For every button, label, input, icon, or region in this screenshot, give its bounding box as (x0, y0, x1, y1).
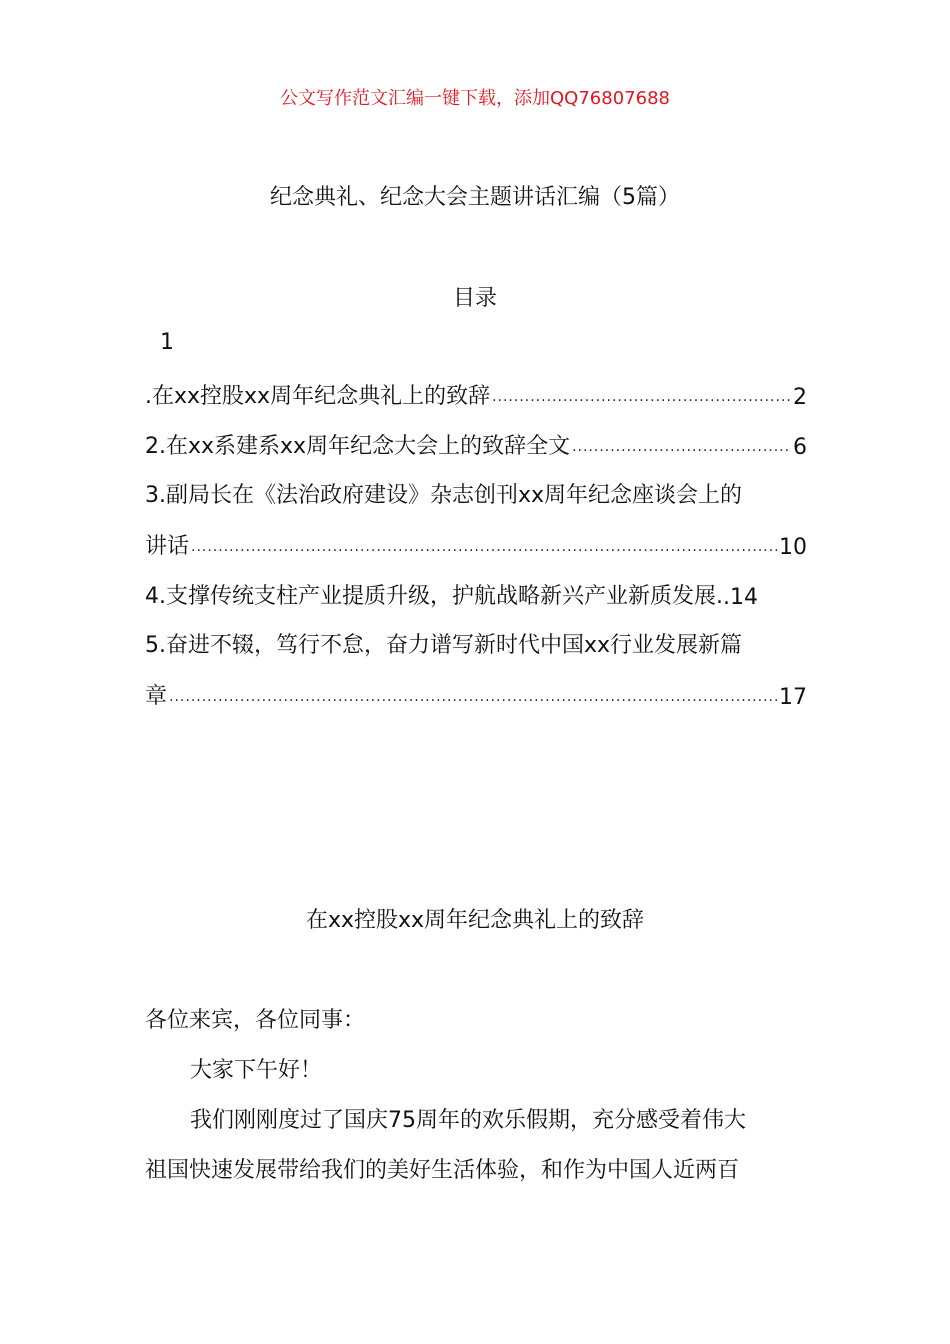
toc-entry-text: .在xx控股xx周年纪念典礼上的致辞 (145, 384, 491, 409)
toc-entry-text: 章 (145, 684, 168, 709)
toc-leader-dots (191, 539, 777, 555)
toc-entry-5-line1[interactable]: 5.奋进不辍，笃行不怠，奋力谱写新时代中国xx行业发展新篇 (145, 633, 743, 658)
toc-entry-text: 讲话 (145, 534, 190, 559)
toc-entry-3-line1[interactable]: 3.副局长在《法治政府建设》杂志创刊xx周年纪念座谈会上的 (145, 483, 743, 508)
greeting: 大家下午好！ (190, 1058, 323, 1083)
toc-leader-dots (492, 389, 791, 405)
header-banner: 公文写作范文汇编一键下载，添加QQ76807688 (280, 88, 670, 109)
toc-heading: 目录 (452, 286, 497, 311)
toc-entry-text: 2.在xx系建系xx周年纪念大会上的致辞全文 (145, 434, 571, 459)
toc-entry-4[interactable] (145, 578, 807, 610)
toc-page-number: 6 (793, 435, 807, 460)
toc-number: 1 (160, 330, 174, 355)
salutation: 各位来宾，各位同事： (145, 1008, 366, 1033)
paragraph-line: 祖国快速发展带给我们的美好生活体验，和作为中国人近两百 (145, 1158, 740, 1183)
document-title: 纪念典礼、纪念大会主题讲话汇编（5篇） (270, 185, 680, 210)
section-title: 在xx控股xx周年纪念典礼上的致辞 (305, 908, 645, 933)
paragraph-line: 我们刚刚度过了国庆75周年的欢乐假期，充分感受着伟大 (190, 1108, 746, 1133)
toc-page-number: 10 (779, 535, 807, 560)
toc-page-number: .14 (723, 585, 758, 610)
toc-leader-dots (572, 439, 791, 455)
toc-entry-5[interactable] (145, 678, 807, 710)
toc-entry-1[interactable] (145, 378, 807, 410)
toc-page-number: 2 (793, 385, 807, 410)
toc-leader-dots (169, 689, 777, 705)
toc-entry-3[interactable] (145, 528, 807, 560)
toc-entry-text: 4.支撑传统支柱产业提质升级，护航战略新兴产业新质发展. (145, 584, 723, 609)
toc-entry-2[interactable] (145, 428, 807, 460)
toc-page-number: 17 (779, 685, 807, 710)
